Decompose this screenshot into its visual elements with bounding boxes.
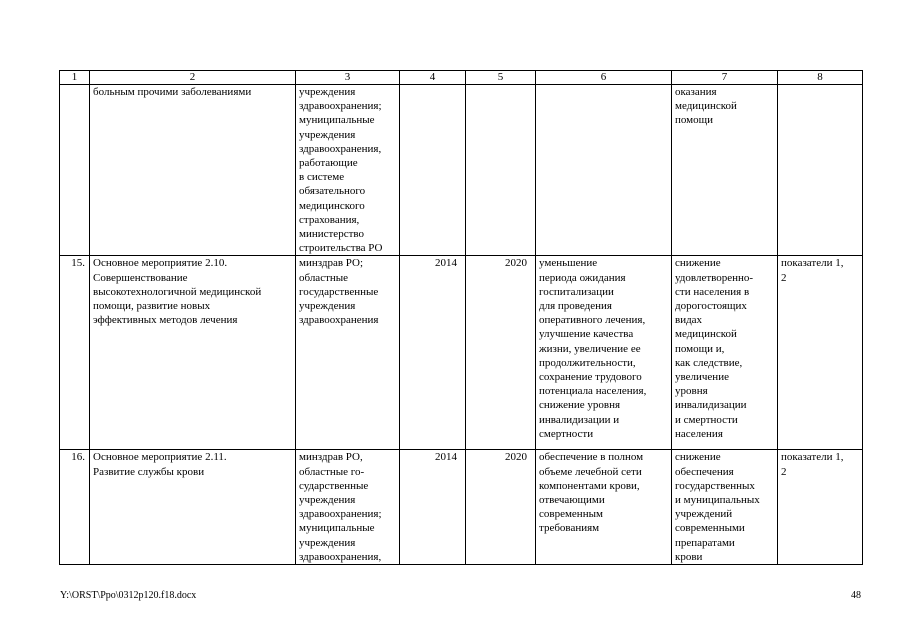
expected-result-line: современным [539,508,603,521]
executor-line: учреждения [299,536,356,549]
non-implementation-consequence-line: сти населения в [675,285,750,298]
executor-line: учреждения [299,300,356,313]
header-cell-4: 4 [400,71,466,85]
non-implementation-consequence-line: обеспечения [675,465,734,478]
non-implementation-consequence-line: видах [675,314,703,327]
executor-line: медицинского [299,199,365,212]
file-path: Y:\ORST\Ppo\0312p120.f18.docx [60,590,197,601]
expected-result-line: инвалидизации и [539,413,620,426]
row-number-cell: 16. [60,450,90,565]
non-implementation-consequence-line: современными [675,522,745,535]
executor-cell [296,256,400,450]
page-number: 48 [851,590,861,601]
executor-line: учреждения [299,86,356,98]
executor-line: областные [299,271,349,284]
non-implementation-consequence-line: препаратами [675,536,735,549]
non-implementation-consequence-line: снижение [675,451,721,464]
executor-line: сударственные [299,479,369,492]
executor-line: областные го- [299,465,365,478]
executor-line: государственные [299,285,379,298]
expected-result-line: потенциала населения, [539,385,647,398]
executor-line: обязательного [299,185,366,198]
expected-result-line: компонентами крови, [539,479,640,492]
indicator-link-line: 2 [781,465,787,478]
executor-line: здравоохранения [299,314,379,327]
non-implementation-consequence-line: и муниципальных [675,494,760,507]
measure-name-cell [90,256,296,450]
executor-line: муниципальные [299,114,375,127]
expected-result-line: уменьшение [539,257,598,270]
table-row [60,256,863,450]
expected-result-cell [536,256,672,450]
header-cell-1: 1 [60,71,90,85]
measure-name-cell [90,85,296,256]
measure-name-line: Основное мероприятие 2.11. [93,451,227,464]
executor-line: министерство [299,228,365,241]
end-year-cell: 2020 [466,450,536,565]
executor-cell [296,85,400,256]
start-year-cell: 2014 [400,450,466,565]
measures-table [59,70,863,565]
executor-line: муниципальные [299,522,375,535]
executor-line: здравоохранения; [299,100,382,113]
header-row [60,71,863,85]
indicator-link-line: 2 [781,271,787,284]
measure-name-line: больным прочими заболеваниями [93,86,252,98]
non-implementation-consequence-line: крови [675,550,703,563]
non-implementation-consequence-line: медицинской [675,328,737,341]
expected-result-line: требованиям [539,522,600,535]
expected-result-line: обеспечение в полном [539,451,644,464]
measure-name-line: высокотехнологичной медицинской [93,285,262,298]
non-implementation-consequence-line: помощи [675,114,713,127]
executor-line: учреждения [299,128,356,141]
non-implementation-consequence-line: инвалидизации [675,399,747,412]
non-implementation-consequence-line: удовлетворенно- [675,271,754,284]
expected-result-line: снижение уровня [539,399,621,412]
measure-name-line: помощи, развитие новых [93,300,211,313]
executor-line: минздрав РО; [299,257,364,270]
expected-result-line: продолжительности, [539,356,636,369]
non-implementation-consequence-line: и смертности [675,413,738,426]
expected-result-line: смертности [539,427,594,440]
expected-result-line: жизни, увеличение ее [539,342,641,355]
executor-line: здравоохранения, [299,550,382,563]
indicator-link-cell [778,450,863,565]
non-implementation-consequence-line: как следствие, [675,356,743,369]
executor-line: минздрав РО, [299,451,363,464]
row-number-cell [60,85,90,256]
indicator-link-cell [778,256,863,450]
executor-line: здравоохранения, [299,142,382,155]
executor-line: в системе [299,171,345,184]
header-cell-7: 7 [672,71,778,85]
non-implementation-consequence-line: медицинской [675,100,737,113]
indicator-link-line: показатели 1, [781,451,844,464]
row-number-cell: 15. [60,256,90,450]
header-cell-5: 5 [466,71,536,85]
measure-name-line: эффективных методов лечения [93,314,238,327]
expected-result-line: отвечающими [539,494,605,507]
expected-result-line: для проведения [539,300,612,313]
expected-result-line: периода ожидания [539,271,626,284]
non-implementation-consequence-line: увеличение [675,371,729,384]
non-implementation-consequence-cell [672,256,778,450]
non-implementation-consequence-line: оказания [675,86,717,98]
header-cell-2: 2 [90,71,296,85]
non-implementation-consequence-cell [672,85,778,256]
expected-result-line: госпитализации [539,285,614,298]
non-implementation-consequence-line: учреждений [675,508,733,521]
indicator-link-cell [778,85,863,256]
non-implementation-consequence-line: дорогостоящих [675,300,747,313]
end-year-cell [466,85,536,256]
table-row [60,85,863,256]
expected-result-cell [536,450,672,565]
header-cell-8: 8 [778,71,863,85]
indicator-link-line: показатели 1, [781,257,844,270]
executor-cell [296,450,400,565]
executor-line: работающие [299,157,358,170]
executor-line: здравоохранения; [299,508,382,521]
non-implementation-consequence-line: населения [675,427,723,440]
expected-result-line: объеме лечебной сети [539,465,642,478]
non-implementation-consequence-line: помощи и, [675,342,725,355]
non-implementation-consequence-line: государственных [675,479,755,492]
start-year-cell [400,85,466,256]
measure-name-line: Совершенствование [93,271,188,284]
non-implementation-consequence-cell [672,450,778,565]
measure-name-line: Основное мероприятие 2.10. [93,257,228,270]
non-implementation-consequence-line: уровня [675,385,708,398]
expected-result-cell [536,85,672,256]
executor-line: страхования, [299,213,360,226]
measure-name-cell [90,450,296,565]
header-cell-6: 6 [536,71,672,85]
end-year-cell: 2020 [466,256,536,450]
expected-result-line: улучшение качества [539,328,634,341]
measure-name-line: Развитие службы крови [93,465,205,478]
table-row [60,450,863,565]
expected-result-line: сохранение трудового [539,371,642,384]
header-cell-3: 3 [296,71,400,85]
executor-line: строительства РО [299,242,383,255]
expected-result-line: оперативного лечения, [539,314,646,327]
non-implementation-consequence-line: снижение [675,257,721,270]
executor-line: учреждения [299,494,356,507]
start-year-cell: 2014 [400,256,466,450]
